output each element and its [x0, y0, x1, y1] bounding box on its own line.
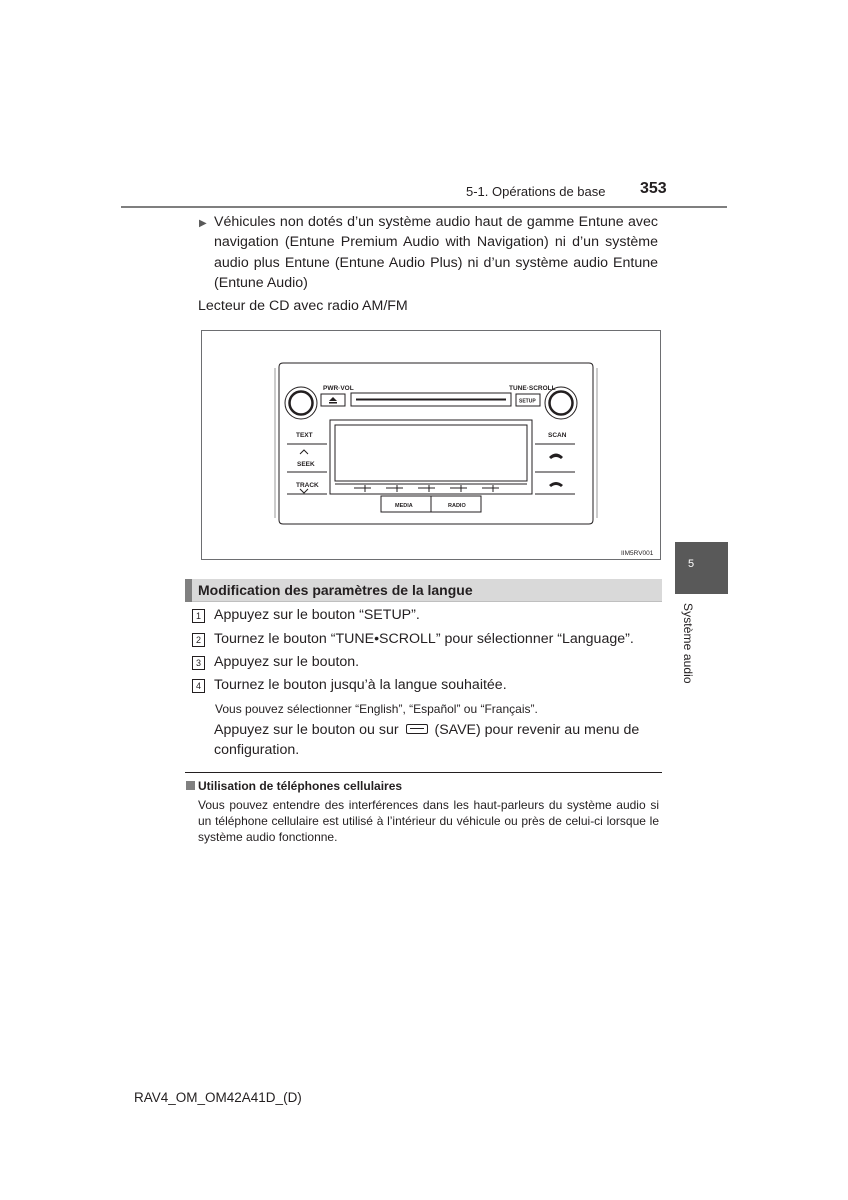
radio-button-label: RADIO	[448, 503, 466, 509]
step-number-box: 1	[192, 609, 205, 623]
step-text: Tournez le bouton “TUNE•SCROLL” pour sélectionner “Language”.	[214, 631, 634, 647]
step-extra-after: (SAVE) pour revenir au menu de configuration.	[214, 722, 640, 758]
chapter-title: Système audio	[681, 603, 695, 684]
section-title: Modification des paramètres de la langue	[198, 582, 473, 598]
step-extra-before: Appuyez sur le bouton ou sur	[214, 722, 399, 738]
step-extra-text	[214, 720, 660, 760]
pwr-vol-label: PWR·VOL	[323, 385, 354, 392]
step-text: Appuyez sur le bouton.	[214, 654, 360, 670]
header-section-title: 5-1. Opérations de base	[466, 184, 606, 199]
note-rule	[185, 772, 662, 773]
step-number-box: 3	[192, 656, 205, 670]
tune-scroll-label: TUNE·SCROLL	[509, 385, 556, 392]
step-note: Vous pouvez sélectionner “English”, “Español” ou “Français”.	[215, 702, 538, 716]
step-number-box: 2	[192, 633, 205, 647]
scan-button-label: SCAN	[548, 432, 567, 439]
page-number: 353	[640, 180, 667, 197]
note-square-icon	[186, 781, 195, 790]
seek-button-label: SEEK	[297, 461, 315, 468]
note-body: Vous pouvez entendre des interférences dans les haut-parleurs du système audio si un téléphone cellulaire est utilisé à l’intérieur du véhicule ou près de celui-ci lorsque le système audio fonctionne.	[198, 798, 659, 844]
bullet-triangle-icon: ▶	[199, 218, 207, 229]
audio-unit-illustration	[201, 330, 661, 560]
section-heading-accent	[185, 579, 192, 602]
footer-code: RAV4_OM_OM42A41D_(D)	[134, 1090, 302, 1105]
step-text: Appuyez sur le bouton “SETUP”.	[214, 607, 420, 623]
intro-bullet-text: Véhicules non dotés d’un système audio haut de gamme Entune avec navigation (Entune Premium Audio with Navigation) ni d’un système audio plus Entune (Entune Audio Plus) ni d’un système audio Entune (Entune Audio)	[214, 214, 658, 292]
step-text: Tournez le bouton jusqu’à la langue souhaitée.	[214, 677, 507, 693]
figure-caption: Lecteur de CD avec radio AM/FM	[198, 298, 408, 314]
phone-call-icon	[549, 454, 563, 460]
note-title: Utilisation de téléphones cellulaires	[198, 779, 403, 793]
phone-hangup-icon	[549, 482, 563, 487]
step-number-box: 4	[192, 679, 205, 693]
figure-code: IIM5RV001	[621, 550, 654, 557]
media-button-label: MEDIA	[395, 503, 413, 509]
chapter-tab	[675, 542, 728, 594]
text-button-label: TEXT	[296, 432, 313, 439]
eject-icon	[329, 397, 337, 404]
header-rule	[121, 206, 727, 208]
track-button-label: TRACK	[296, 482, 319, 489]
save-button-icon	[406, 724, 428, 734]
setup-button-label: SETUP	[519, 398, 536, 405]
chapter-number: 5	[688, 558, 695, 570]
